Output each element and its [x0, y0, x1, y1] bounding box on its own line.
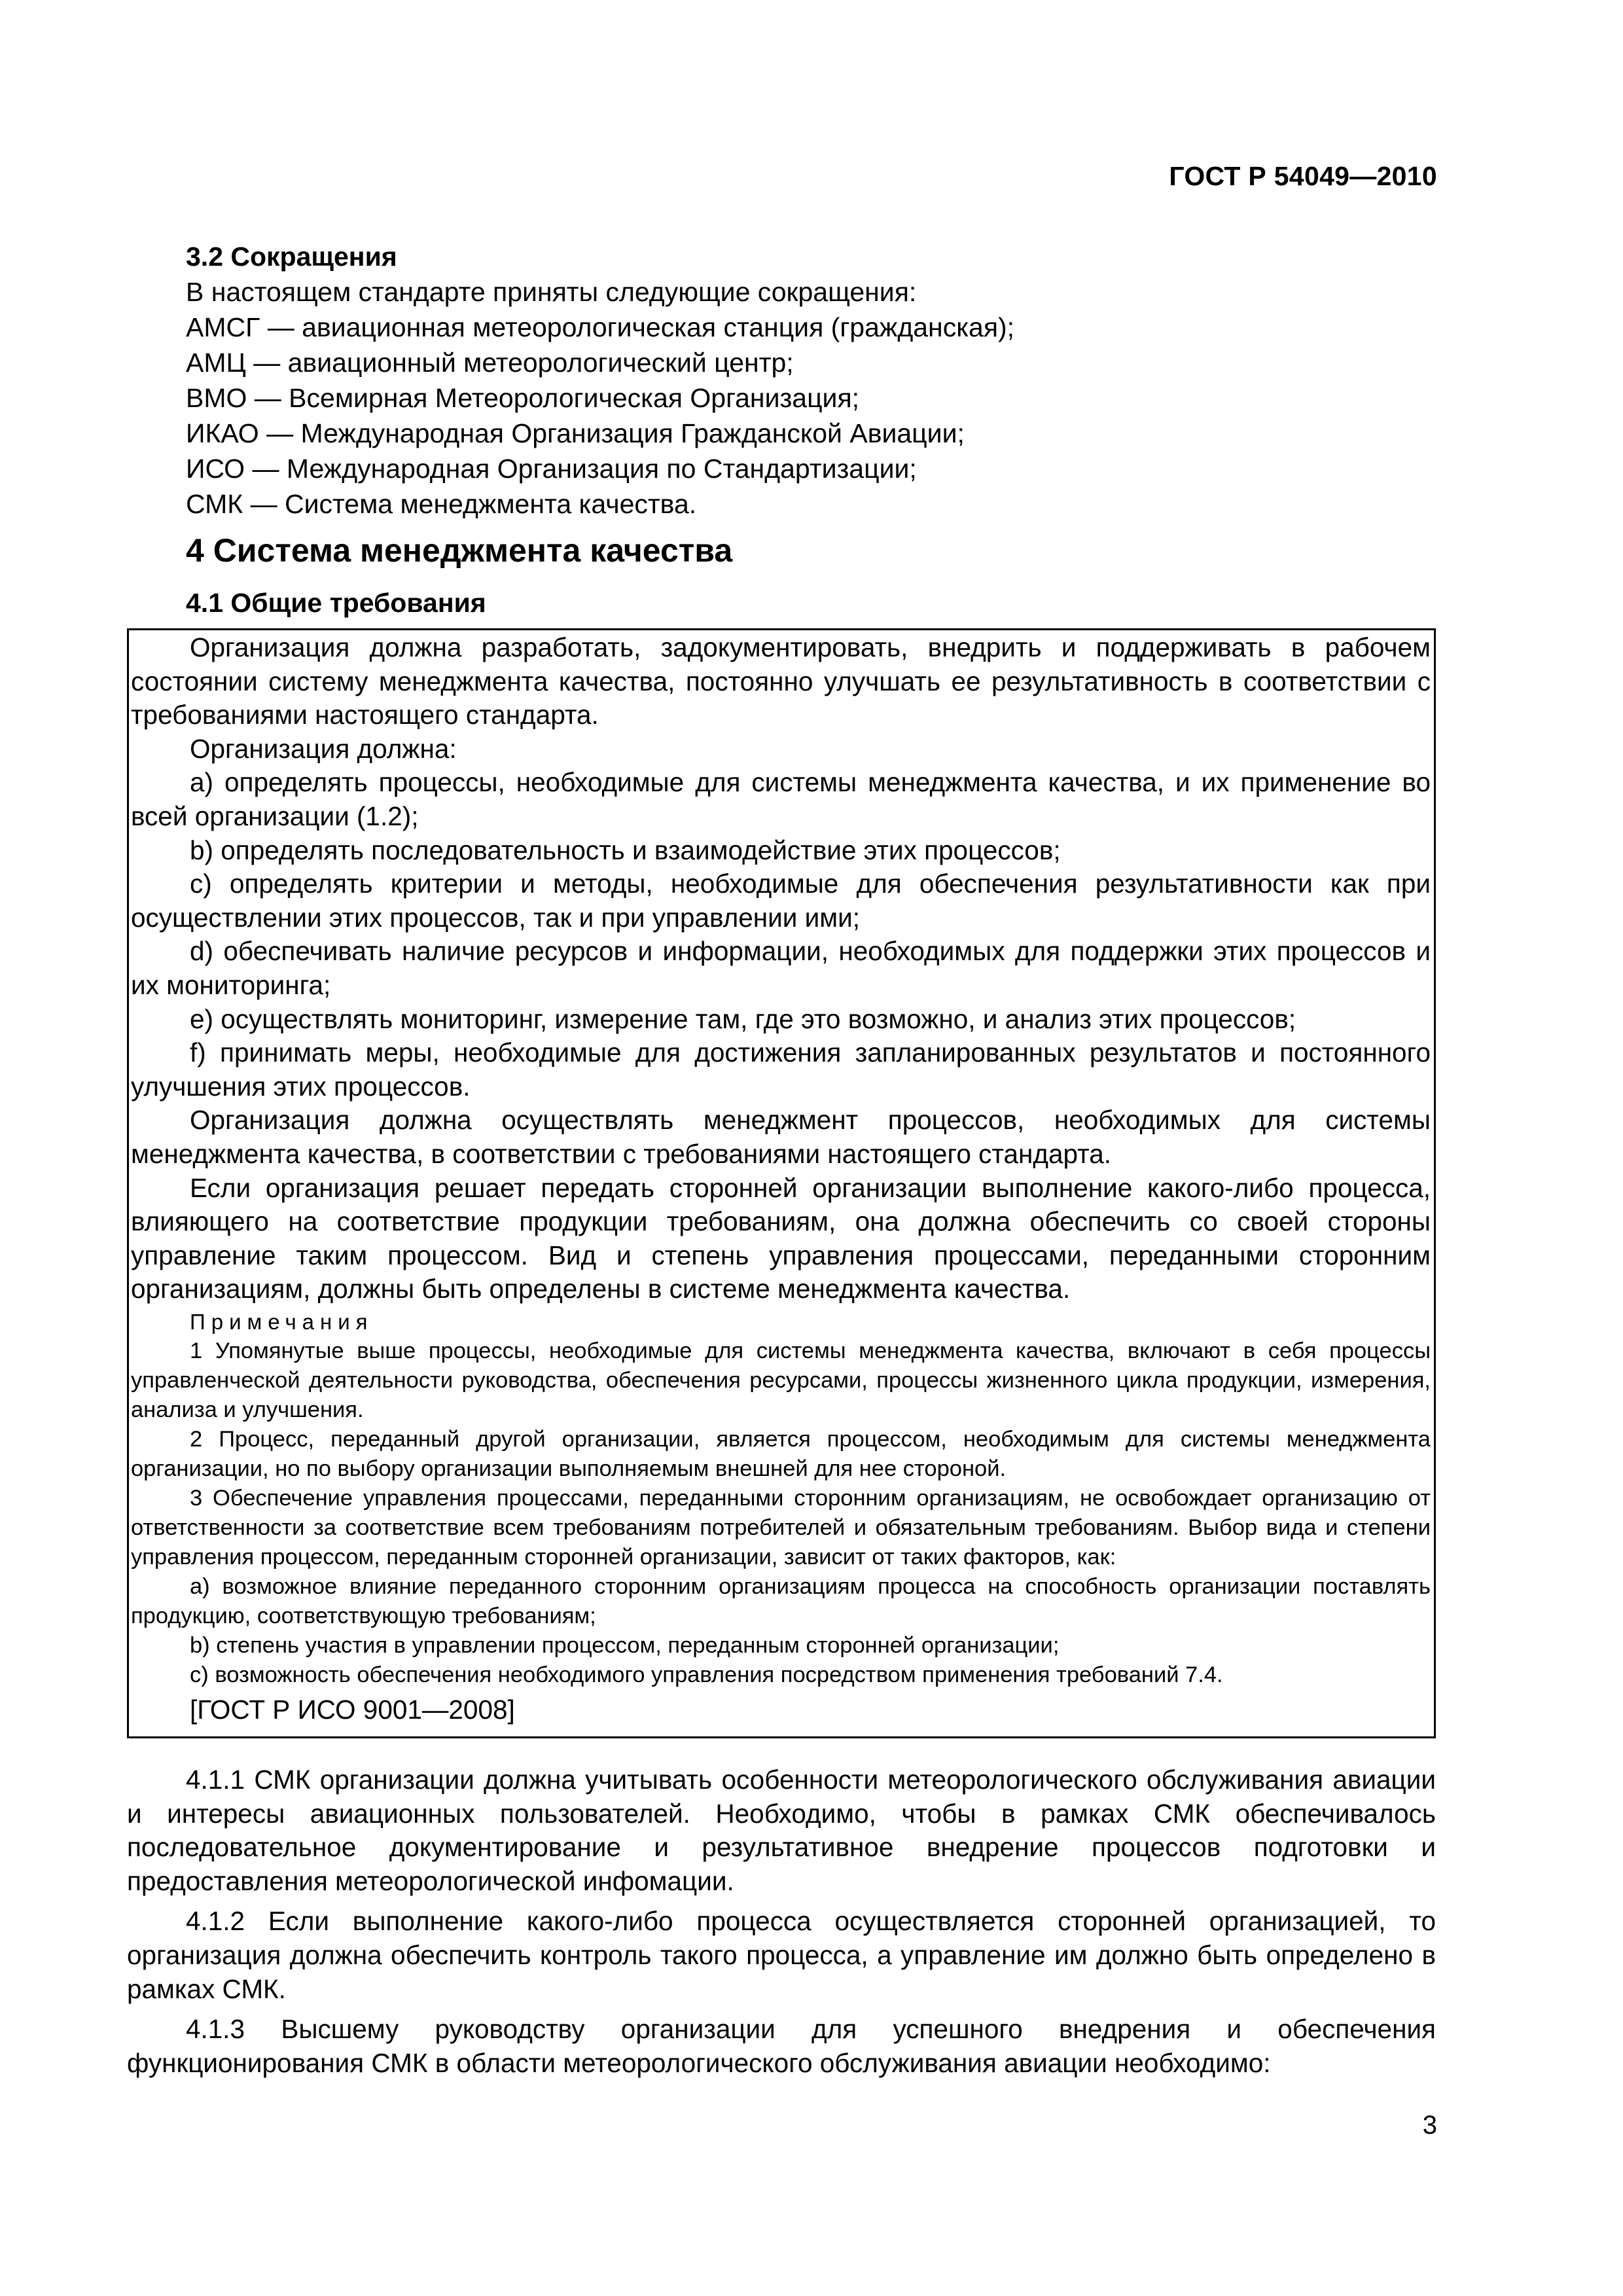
quote-list-item: b) определять последовательность и взаимодействие этих процессов; — [190, 834, 1061, 865]
page-number: 3 — [1422, 2111, 1437, 2140]
quote-list-item: a) определять процессы, необходимые для системы менеджмента качества, и их применение во всей организации (1.2); — [131, 767, 1431, 831]
abbreviation-item: АМСГ — авиационная метеорологическая станция (гражданская); — [186, 312, 1015, 342]
note-item: c) возможность обеспечения необходимого управления посредством применения требований 7.4. — [190, 1662, 1223, 1687]
abbreviations-intro: В настоящем стандарте приняты следующие сокращения: — [186, 277, 917, 307]
abbreviations-title: 3.2 Сокращения — [186, 242, 397, 272]
abbreviation-item: ИСО — Международная Организация по Стандартизации; — [186, 454, 917, 484]
clause-paragraph: 4.1.3 Высшему руководству организации для успешного внедрения и обеспечения функционирования СМК в области метеорологического обслуживания авиации необходимо: — [127, 2014, 1436, 2078]
abbreviation-item: ВМО — Всемирная Метеорологическая Организация; — [186, 383, 860, 413]
standard-code: ГОСТ Р 54049—2010 — [1169, 161, 1437, 191]
quoted-requirements — [127, 631, 1436, 1728]
note-item: b) степень участия в управлении процессом, переданным сторонней организации; — [190, 1632, 1060, 1658]
quote-list-item: c) определять критерии и методы, необходимые для обеспечения результативности как при осуществлении этих процессов, так и при управлении ими; — [131, 869, 1431, 933]
abbreviation-item: ИКАО — Международная Организация Гражданской Авиации; — [186, 418, 965, 448]
quote-paragraph: Если организация решает передать сторонней организации выполнение какого-либо процесса, влияющего на соответствие продукции требованиям, она должна обеспечить со своей стороны управление таким процессом. Вид и степень управления процессами, переданными сторонним организациям, должны быть определены в системе менеджмента качества. — [131, 1172, 1431, 1304]
quote-list-item: d) обеспечивать наличие ресурсов и информации, необходимых для поддержки этих процессов и их мониторинга; — [131, 936, 1431, 1000]
notes-header: Примечания — [190, 1309, 374, 1334]
quote-list-item: e) осуществлять мониторинг, измерение там, где это возможно, и анализ этих процессов; — [190, 1003, 1296, 1034]
subsection-title: 4.1 Общие требования — [186, 588, 486, 618]
quote-paragraph: Организация должна осуществлять менеджмент процессов, необходимых для системы менеджмента качества, в соответствии с требованиями настоящего стандарта. — [131, 1105, 1431, 1169]
note-item: 1 Упомянутые выше процессы, необходимые для системы менеджмента качества, включают в себя процессы управленческой деятельности руководства, обеспечения ресурсами, процессы жизненного цикла продукции, измерения, анализа и улучшения. — [131, 1338, 1431, 1422]
clauses — [127, 1763, 1436, 2087]
quote-paragraph: Организация должна: — [190, 733, 457, 764]
note-item: a) возможное влияние переданного сторонним организациям процесса на способность организации поставлять продукцию, соответствующую требованиям; — [131, 1573, 1431, 1628]
note-item: 2 Процесс, переданный другой организации, является процессом, необходимым для системы менеджмента организации, но по выбору организации выполняемым внешней для нее стороной. — [131, 1426, 1431, 1481]
abbreviation-item: АМЦ — авиационный метеорологический центр; — [186, 348, 794, 378]
quote-paragraph: Организация должна разработать, задокументировать, внедрить и поддерживать в рабочем состоянии систему менеджмента качества, постоянно улучшать ее результативность в соответствии с требованиями настоящего стандарта. — [131, 632, 1431, 730]
clause-paragraph: 4.1.2 Если выполнение какого-либо процесса осуществляется сторонней организацией, то организация должна обеспечить контроль такого процесса, а управление им должно быть определено в рамках СМК. — [127, 1906, 1436, 2004]
abbreviations-section — [186, 239, 1429, 522]
clause-paragraph: 4.1.1 СМК организации должна учитывать особенности метеорологического обслуживания авиации и интересы авиационных пользователей. Необходимо, чтобы в рамках СМК обеспечивалось последовательное документирование и результативное внедрение процессов подготовки и предоставления метеорологической инфомации. — [127, 1765, 1436, 1896]
note-item: 3 Обеспечение управления процессами, переданными сторонним организациям, не освобождает организацию от ответственности за соответствие всем требованиям потребителей и обязательным требованиям. Выбор вида и степени управления процессом, переданным сторонней организации, зависит от таких факторов, как: — [131, 1485, 1431, 1570]
quote-list-item: f) принимать меры, необходимые для достижения запланированных результатов и постоянного улучшения этих процессов. — [131, 1037, 1431, 1102]
abbreviation-item: СМК — Система менеджмента качества. — [186, 489, 697, 519]
section-title: 4 Система менеджмента качества — [186, 532, 733, 569]
citation: [ГОСТ Р ИСО 9001—2008] — [190, 1694, 515, 1725]
